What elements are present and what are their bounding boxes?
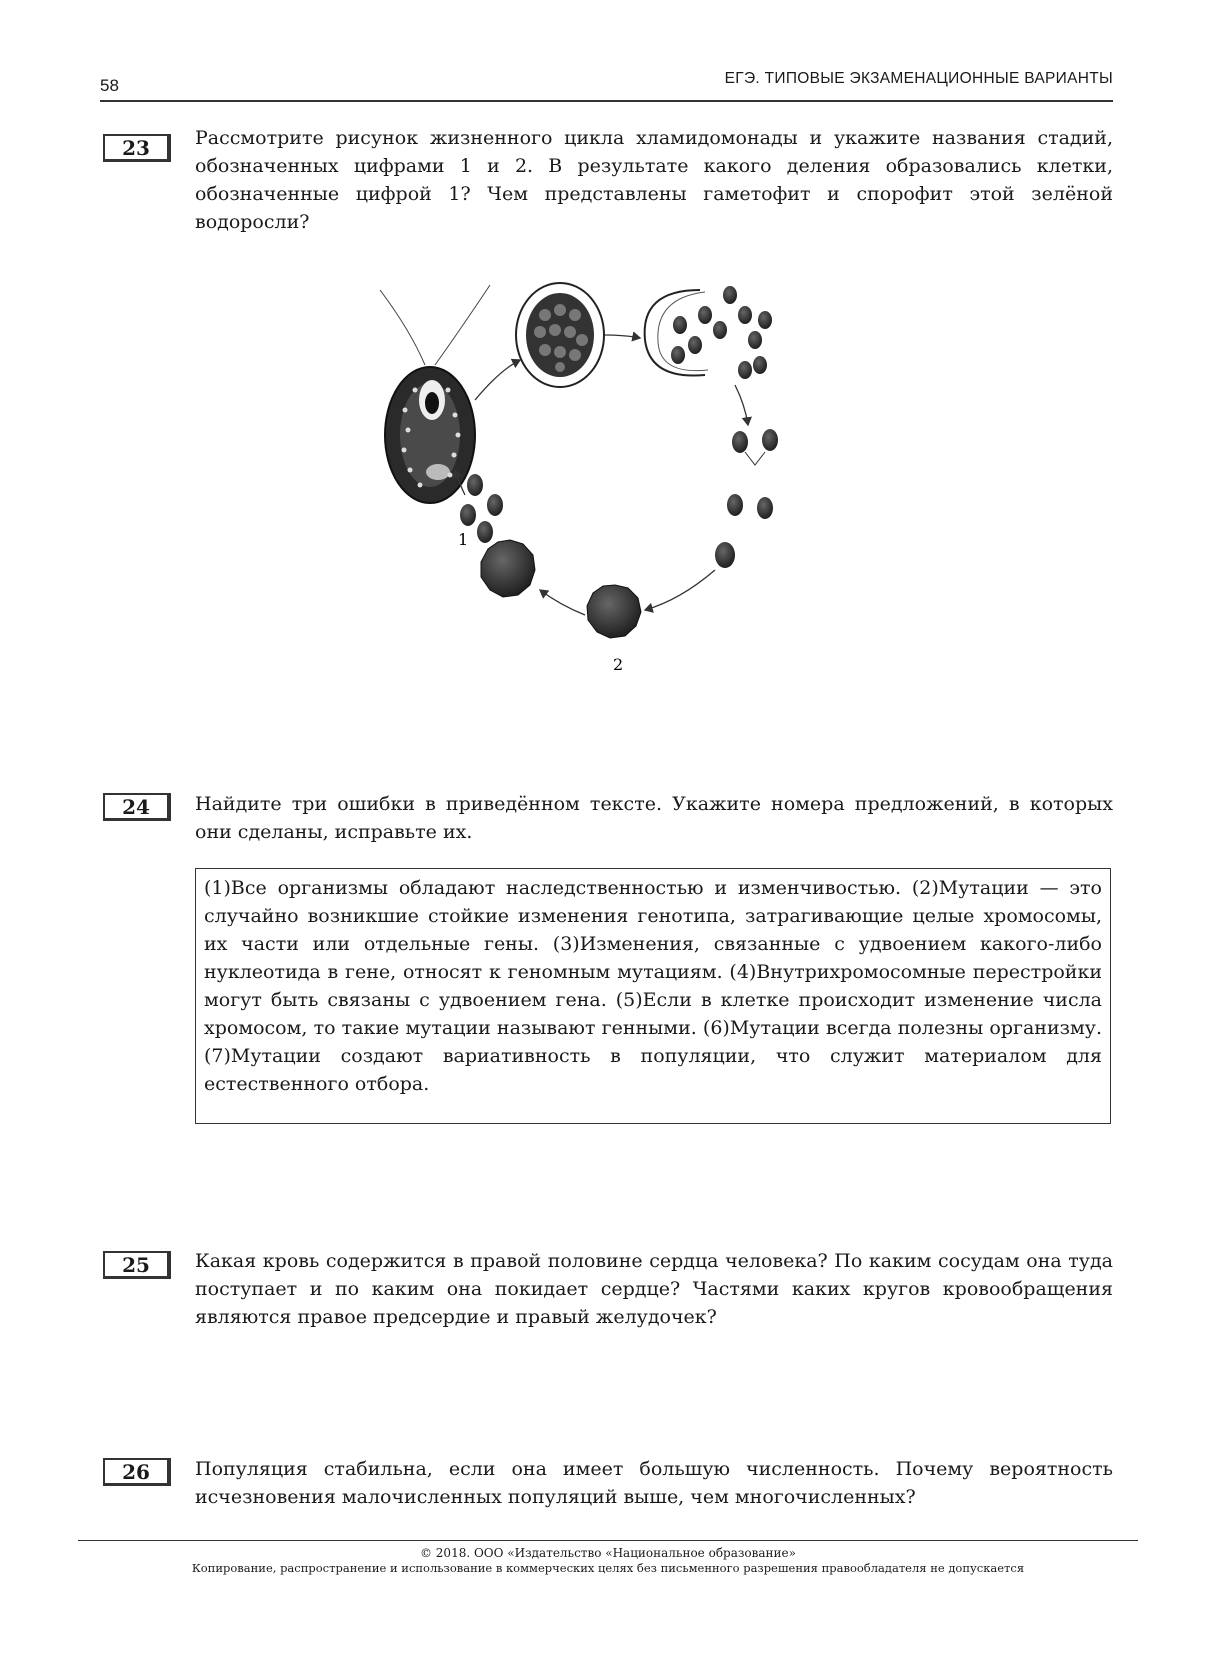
task-text-24: Найдите три ошибки в приведённом тексте. Укажите номера предложений, в которых они сделаны, исправьте их. [195, 793, 1113, 843]
task-number-24: 24 [103, 793, 171, 821]
footer-notice: Копирование, распространение и использование в коммерческих целях без письменного разрешения правообладателя не допускается [191, 1561, 1025, 1575]
figure-label-2: 2 [613, 655, 624, 674]
task-number-25: 25 [103, 1251, 171, 1279]
header-rule [100, 100, 1113, 102]
task-number-26: 26 [103, 1458, 171, 1486]
task-text-23: Рассмотрите рисунок жизненного цикла хламидомонады и укажите названия стадий, обозначенных цифрами 1 и 2. В результате какого деления образовались клетки, обозначенные цифрой 1? Чем представлены гаметофит и спорофит этой зелёной водоросли? [195, 127, 1113, 233]
figure-label-1: 1 [458, 530, 469, 549]
gamete-fusion-stage [715, 429, 778, 568]
gamete-release-stage [645, 286, 772, 379]
page-number: 58 [100, 76, 119, 95]
footer-rule [78, 1540, 1138, 1541]
task-text-26: Популяция стабильна, если она имеет большую численность. Почему вероятность исчезновения малочисленных популяций выше, чем многочисленных? [195, 1458, 1113, 1508]
adult-cell [380, 285, 490, 503]
task-number-23: 23 [103, 134, 171, 162]
zygote-stage [587, 585, 641, 638]
running-header: ЕГЭ. ТИПОВЫЕ ЭКЗАМЕНАЦИОННЫЕ ВАРИАНТЫ [724, 70, 1113, 87]
task-text-25: Какая кровь содержится в правой половине сердца человека? По каким сосудам она туда поступает и по каким она покидает сердце? Частями каких кругов кровообращения являются правое предсердие и правый желудочек? [195, 1250, 1113, 1328]
cell-division-stage [516, 283, 604, 387]
chlamydomonas-life-cycle-figure [360, 270, 860, 720]
footer-copyright: © 2018. ООО «Издательство «Национальное образование» [419, 1546, 796, 1560]
error-text-box: (1)Все организмы обладают наследственностью и изменчивостью. (2)Мутации — это случайно возникшие стойкие изменения генотипа, затрагивающие целые хромосомы, их части или отдельные гены. (3)Изменения, связанные с удвоением какого-либо нуклеотида в гене, относят к геномным мутациям. (4)Внутрихромосомные перестройки могут быть связаны с удвоением гена. (5)Если в клетке происходит изменение числа хромосом, то такие мутации называют генными. (6)Мутации всегда полезны организму. (7)Мутации создают вариативность в популяции, что служит материалом для естественного отбора. [195, 868, 1111, 1124]
zoospores-stage [460, 474, 535, 597]
